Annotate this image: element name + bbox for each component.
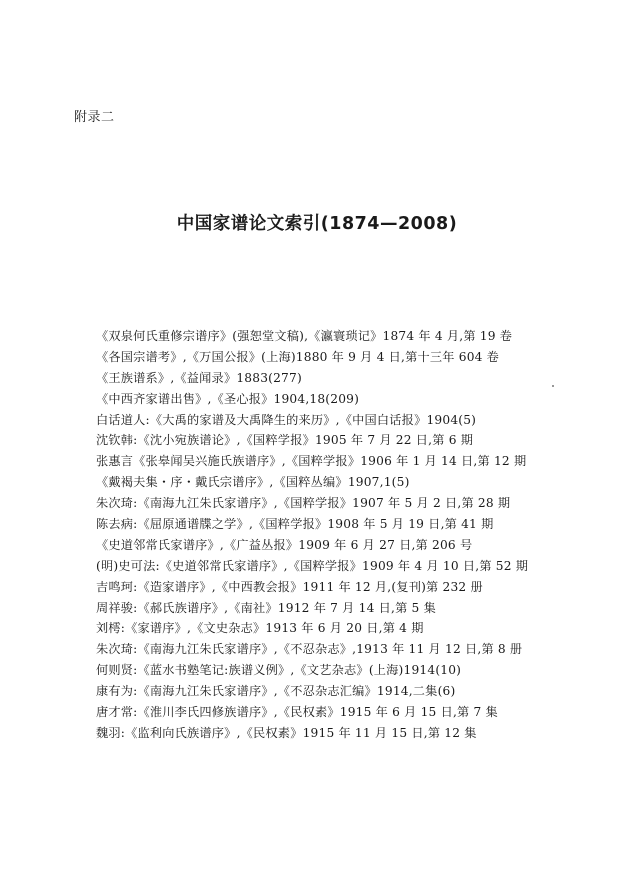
appendix-label: 附录二 [74, 110, 115, 125]
list-item: 周祥骏:《郝氏族谱序》,《南社》1912 年 7 月 14 日,第 5 集 [96, 600, 436, 615]
list-item: 魏羽:《监利向氏族谱序》,《民权素》1915 年 11 月 15 日,第 12 集 [96, 725, 477, 740]
list-item: 《各国宗谱考》,《万国公报》(上海)1880 年 9 月 4 日,第十三年 604 卷 [96, 349, 500, 364]
list-item: 《戴褐夫集・序・戴氏宗谱序》,《国粹丛编》1907,1(5) [96, 475, 410, 490]
list-item: 《中西齐家谱出售》,《圣心报》1904,18(209) [96, 391, 360, 406]
list-item: 《双泉何氏重修宗谱序》(强恕堂文稿),《瀛寰琐记》1874 年 4 月,第 19 卷 [96, 329, 513, 343]
list-item: 何则贤:《蓝水书塾笔记:族谱义例》,《文艺杂志》(上海)1914(10) [96, 663, 462, 678]
list-item: 刘樗:《家谱序》,《文史杂志》1913 年 6 月 20 日,第 4 期 [96, 621, 424, 636]
bibliography-list [96, 326, 566, 744]
list-item: 唐才常:《淮川李氏四修族谱序》,《民权素》1915 年 6 月 15 日,第 7 集 [96, 705, 498, 720]
list-item: 朱次琦:《南海九江朱氏家谱序》,《国粹学报》1907 年 5 月 2 日,第 28 期 [96, 496, 511, 511]
list-item: 沈钦韩:《沈小宛族谱论》,《国粹学报》1905 年 7 月 22 日,第 6 期 [96, 433, 474, 448]
list-item: 吉鸣珂:《造家谱序》,《中西教会报》1911 年 12 月,(复刊)第 232 册 [96, 579, 483, 594]
scan-speck [552, 385, 554, 387]
list-item: 《史道邻常氏家谱序》,《广益丛报》1909 年 6 月 27 日,第 206 号 [96, 537, 473, 552]
list-item: 白话道人:《大禹的家谱及大禹降生的来历》,《中国白话报》1904(5) [96, 412, 477, 427]
list-item: 张惠言《张皋闻吴兴施氏族谱序》,《国粹学报》1906 年 1 月 14 日,第 12 期 [96, 454, 527, 469]
list-item: 《王族谱系》,《益闻录》1883(277) [96, 370, 302, 385]
list-item: 康有为:《南海九江朱氏家谱序》,《不忍杂志汇编》1914,二集(6) [96, 684, 456, 699]
list-item: 朱次琦:《南海九江朱氏家谱序》,《不忍杂志》,1913 年 11 月 12 日,第 8 册 [96, 642, 523, 657]
page-title: 中国家谱论文索引(1874—2008) [176, 214, 458, 234]
list-item: 陈去病:《屈原通谱牒之学》,《国粹学报》1908 年 5 月 19 日,第 41 期 [96, 517, 494, 532]
list-item: (明)史可法:《史道邻常氏家谱序》,《国粹学报》1909 年 4 月 10 日,第 52 期 [96, 558, 529, 573]
